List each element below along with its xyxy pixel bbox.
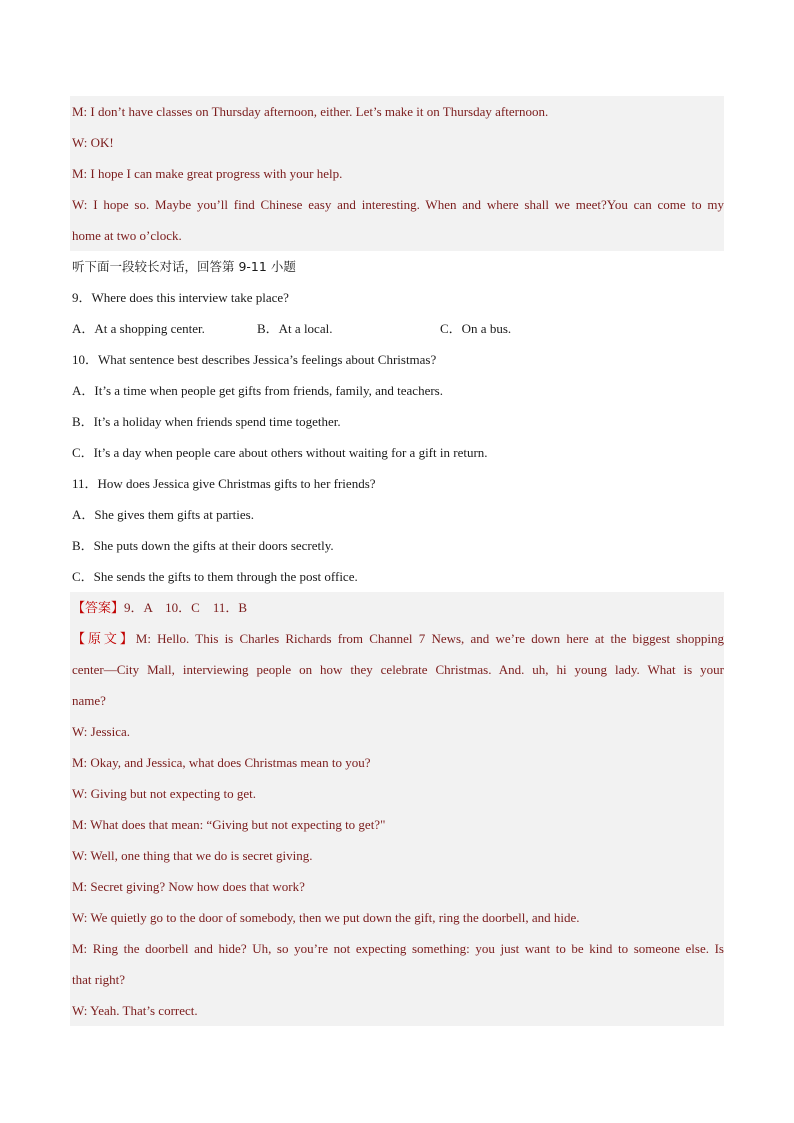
transcript-line: W: Yeah. That’s correct. xyxy=(70,995,724,1026)
option-b: B．At a local. xyxy=(257,321,333,336)
option-a: A．It’s a time when people get gifts from friends, family, and teachers. xyxy=(72,383,443,398)
transcript-line: M: What does that mean: “Giving but not expecting to get?" xyxy=(70,809,724,840)
transcript-line: center—City Mall, interviewing people on how they celebrate Christmas. And. uh, hi young lady. What is your xyxy=(70,654,724,685)
question-11-stem: 11．How does Jessica give Christmas gifts to her friends? xyxy=(72,476,376,491)
option-c: C．It’s a day when people care about others without waiting for a gift in return. xyxy=(72,445,488,460)
document-page xyxy=(70,96,724,1026)
transcript-line: M: Secret giving? Now how does that work? xyxy=(70,871,724,902)
dialogue-line: home at two o’clock. xyxy=(70,220,724,251)
option-c: C．She sends the gifts to them through the post office. xyxy=(72,569,358,584)
answer-text: 9．A 10．C 11．B xyxy=(124,600,248,615)
transcript-line: M: Okay, and Jessica, what does Christmas mean to you? xyxy=(70,747,724,778)
transcript-tag: 【原文】 xyxy=(72,632,136,647)
transcript-line: that right? xyxy=(70,964,724,995)
option-b: B．It’s a holiday when friends spend time together. xyxy=(72,414,341,429)
question-9-options xyxy=(70,313,724,344)
transcript-first-line xyxy=(70,623,724,654)
dialogue-line: W: I hope so. Maybe you’ll find Chinese easy and interesting. When and where shall we meet?You can come to my xyxy=(70,189,724,220)
dialogue-line: W: OK! xyxy=(70,127,724,158)
question-9-stem: 9．Where does this interview take place? xyxy=(72,290,289,305)
transcript-line: W: Giving but not expecting to get. xyxy=(70,778,724,809)
section-heading: 听下面一段较长对话，回答第 9-11 小题 xyxy=(72,259,296,274)
dialogue-line: M: I don’t have classes on Thursday afternoon, either. Let’s make it on Thursday afternoon. xyxy=(70,96,724,127)
transcript-line: W: We quietly go to the door of somebody, then we put down the gift, ring the doorbell, and hide. xyxy=(70,902,724,933)
option-c: C．On a bus. xyxy=(440,321,512,336)
transcript-line: name? xyxy=(70,685,724,716)
question-10-stem: 10．What sentence best describes Jessica’s feelings about Christmas? xyxy=(72,352,437,367)
option-b: B．She puts down the gifts at their doors secretly. xyxy=(72,538,334,553)
option-a: A．At a shopping center. xyxy=(72,321,205,336)
transcript-text: M: Hello. This is Charles Richards from Channel 7 News, and we’re down here at the biggest shopping xyxy=(135,631,724,646)
answer-tag: 【答案】 xyxy=(72,601,125,616)
dialogue-line: M: I hope I can make great progress with your help. xyxy=(70,158,724,189)
answer-line xyxy=(70,592,724,623)
transcript-line: W: Well, one thing that we do is secret giving. xyxy=(70,840,724,871)
transcript-line: M: Ring the doorbell and hide? Uh, so you’re not expecting something: you just want to be kind to someone else. Is xyxy=(70,933,724,964)
transcript-line: W: Jessica. xyxy=(70,716,724,747)
option-a: A．She gives them gifts at parties. xyxy=(72,507,254,522)
